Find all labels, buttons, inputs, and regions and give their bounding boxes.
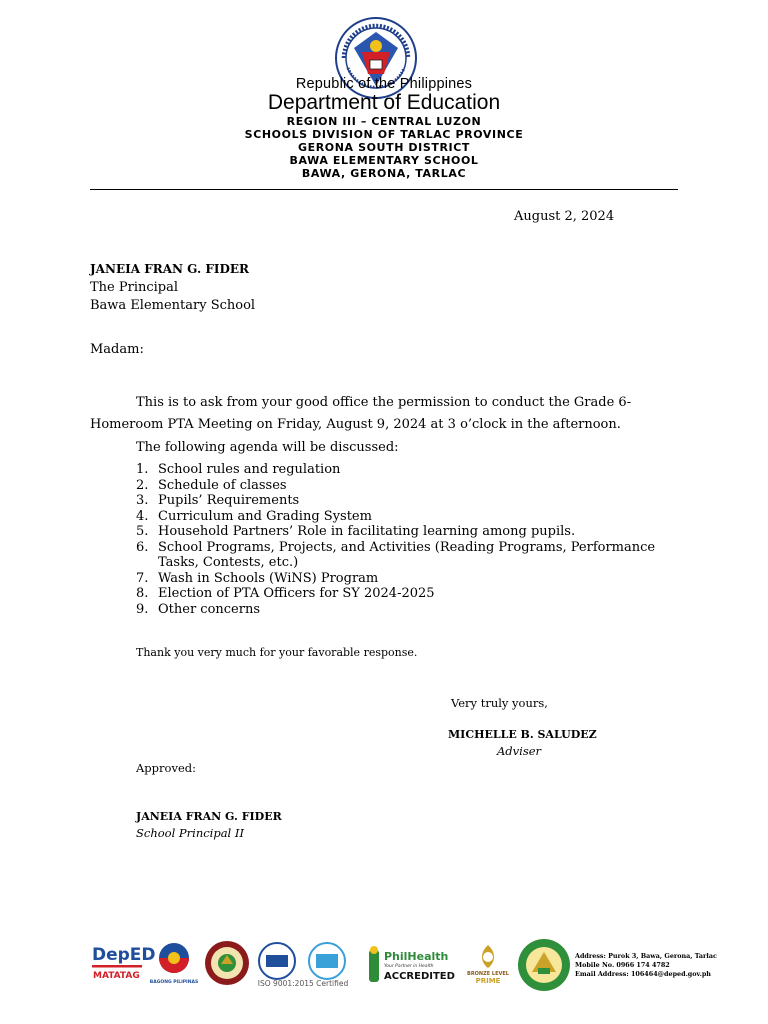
list-item [136, 524, 656, 540]
footer-mobile-line: Mobile No. 0966 174 4782 [575, 961, 670, 969]
list-item [136, 493, 656, 509]
agenda-list [136, 462, 656, 617]
agenda-text: Household Partners’ Role in facilitating learning among pupils. [158, 524, 576, 539]
footer-contact [575, 952, 717, 979]
deped-logo-text: DepED [92, 945, 156, 965]
list-item [136, 462, 656, 478]
list-item [136, 602, 656, 618]
prime-bronze-logo [466, 942, 510, 988]
division-line: SCHOOLS DIVISION OF TARLAC PROVINCE [244, 128, 524, 141]
iso-certification-logos [256, 942, 350, 988]
agenda-text: Election of PTA Officers for SY 2024-2025 [158, 586, 435, 601]
philhealth-tagline: Your Partner in Health [384, 964, 434, 969]
recipient-school: Bawa Elementary School [90, 298, 256, 313]
agenda-text: Pupils’ Requirements [158, 493, 300, 508]
department-heading: Department of Education [267, 91, 501, 114]
recipient-title: The Principal [90, 280, 179, 295]
header-divider [90, 189, 678, 190]
list-item [136, 540, 656, 571]
agenda-number: 6. [136, 539, 149, 555]
accredited-text: ACCREDITED [384, 971, 455, 982]
school-address-line: BAWA, GERONA, TARLAC [301, 167, 467, 180]
philhealth-accredited-logo [368, 946, 454, 986]
district-line: GERONA SOUTH DISTRICT [297, 141, 471, 154]
list-item [136, 509, 656, 525]
agenda-number: 5. [136, 524, 149, 539]
bagong-pilipinas-logo [150, 940, 198, 988]
request-paragraph-line-1: This is to ask from your good office the permission to conduct the Grade 6- [136, 395, 632, 410]
letter-date: August 2, 2024 [514, 209, 615, 224]
list-item [136, 586, 656, 602]
agenda-intro: The following agenda will be discussed: [136, 440, 399, 455]
list-item [136, 571, 656, 587]
approver-name: JANEIA FRAN G. FIDER [136, 810, 282, 823]
signer-role: Adviser [497, 744, 542, 758]
thank-you-line: Thank you very much for your favorable response. [136, 646, 418, 659]
signer-name: MICHELLE B. SALUDEZ [448, 728, 597, 741]
agenda-text: Wash in Schools (WiNS) Program [158, 570, 379, 586]
agenda-text: School rules and regulation [158, 462, 341, 477]
agenda-text: Schedule of classes [158, 477, 287, 493]
deped-matatag-logo [90, 940, 156, 988]
agenda-text: School Programs, Projects, and Activities (Reading Programs, Performance Tasks, Contests, etc.) [158, 539, 656, 570]
bagong-pilipinas-text: BAGONG PILIPINAS [149, 980, 199, 985]
republic-heading: Republic of the Philippines [295, 76, 473, 92]
agenda-number: 8. [136, 586, 149, 601]
agenda-number: 9. [136, 601, 149, 617]
list-item [136, 478, 656, 494]
region-line: REGION III – CENTRAL LUZON [286, 115, 482, 128]
closing-line: Very truly yours, [451, 696, 548, 710]
prime-level-text: BRONZE LEVEL [467, 971, 509, 977]
agenda-number: 1. [136, 462, 149, 477]
footer-address-line: Address: Purok 3, Bawa, Gerona, Tarlac [575, 952, 717, 960]
agenda-number: 2. [136, 477, 149, 493]
approved-label: Approved: [136, 761, 196, 775]
agenda-text: Curriculum and Grading System [158, 508, 372, 524]
division-seal [204, 940, 250, 986]
approver-role: School Principal II [136, 826, 244, 840]
recipient-name: JANEIA FRAN G. FIDER [90, 262, 249, 276]
prime-text: PRIME [475, 977, 501, 985]
school-seal [516, 938, 572, 992]
salutation: Madam: [90, 342, 144, 357]
footer-email-line: Email Address: 106464@deped.gov.ph [575, 970, 711, 978]
iso-certified-text: ISO 9001:2015 Certified [257, 979, 349, 988]
philhealth-text: PhilHealth [384, 950, 449, 963]
agenda-number: 7. [136, 570, 149, 586]
agenda-number: 4. [136, 508, 149, 524]
agenda-number: 3. [136, 493, 149, 508]
matatag-text: MATATAG [93, 971, 140, 981]
request-paragraph-line-2: Homeroom PTA Meeting on Friday, August 9, 2024 at 3 o’clock in the afternoon. [90, 417, 621, 432]
agenda-text: Other concerns [158, 601, 261, 617]
school-line: BAWA ELEMENTARY SCHOOL [289, 154, 479, 167]
